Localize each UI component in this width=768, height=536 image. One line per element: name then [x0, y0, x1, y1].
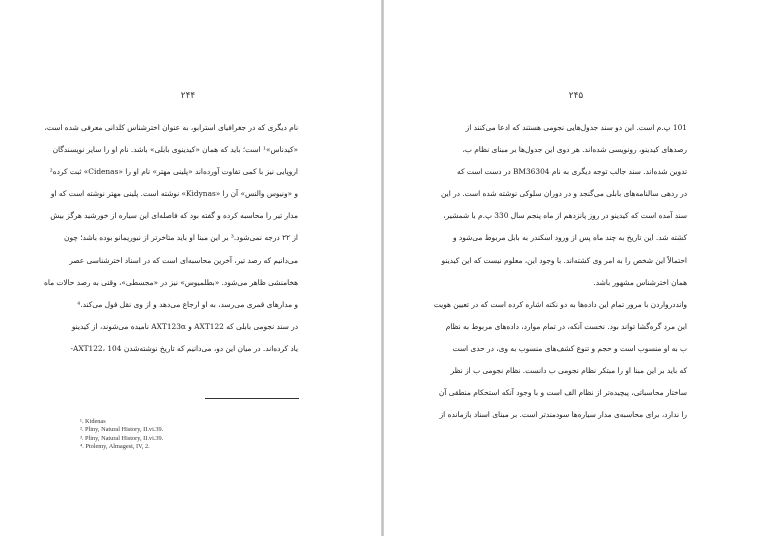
text-line: رصدهای کیدینو، رونویسی شده‌اند. هر دوی این جدول‌ها بر مبنای نظام ب،: [462, 145, 687, 155]
text-line: سند آمده است که کیدینو در روز پانزدهم از ماه پنجم سال 330 پ.م با شمشیر،: [443, 211, 687, 221]
text-line: را ندارد، برای محاسبه‌ی مدار سیاره‌ها سودمندتر است. بر مبنای اسناد بازمانده از: [439, 410, 687, 420]
left-page: [0, 0, 381, 536]
text-line: در ردهی سالنامه‌های بابلی می‌گنجد و در دوران سلوکی نوشته شده است. در این: [441, 189, 687, 199]
text-line: «کیدناس»¹ است؛ باید که همان «کیدینوی بابلی» باشد. نام او را سایر نویسندگان: [52, 145, 298, 155]
page-number: ۲۴۴: [180, 91, 196, 101]
text-line: نام دیگری که در جغرافیای استرابو، به عنوان اخترشناس کلدانی معرفی شده است،: [44, 123, 298, 132]
text-line: کشته شد. این تاریخ به چند ماه پس از ورود اسکندر به بابل مربوط می‌شود و: [452, 233, 687, 243]
text-line: می‌دانیم که رصد تیر، آخرین محاسبه‌ای است که در اسناد اخترشناسی عصر: [69, 255, 298, 265]
text-line: احتمالاً این شخص را به امر وی کشته‌اند. با وجود این، معلوم نیست که این کیدینو: [441, 255, 687, 265]
text-line: در سند نجومی بابلی که AXT122 و AXT123α نامیده می‌شوند، از کیدینو: [71, 321, 298, 331]
footnote: ⁴. Ptolemy, Almagest, IV, 2.: [80, 443, 150, 451]
text-line: 101 پ.م است. این دو سند جدول‌هایی نجومی هستند که ادعا می‌کنند از: [465, 123, 687, 132]
body-text: [43, 121, 298, 364]
text-line: این مرد گره‌گشا تواند بود. نخست آنکه، در تمام موارد، داده‌های مربوط به نظام: [445, 321, 687, 331]
page-number: ۲۴۵: [568, 91, 584, 101]
text-line: وانددرواردن با مرور تمام این داده‌ها به دو نکته اشاره کرده است که در تعیین هویت: [433, 299, 687, 309]
text-line: و «ونیوس والنس» آن را «Kidynas» نوشته است. پلینی مهتر نوشته است که او: [50, 189, 298, 199]
text-line: ساختار محاسباتی، پیچیده‌تر از نظام الف است و با وجود آنکه استحکام منطقی آن: [438, 388, 687, 398]
text-line: تدوین شده‌اند. سند جالب توجه دیگری به نام BM36304 در دست است که: [457, 167, 687, 177]
footnote-divider: [205, 398, 299, 399]
text-line: ب به او منسوب است و حجم و تنوع کشف‌های منسوب به وی، در حدی است: [452, 343, 687, 353]
text-line: مدار تیر را محاسبه کرده و گفته بود که فاصله‌ای این سیاره از خورشید هرگز بیش: [50, 211, 298, 221]
text-line: که باید بر این مبنا او را مبتکر نظام نجومی ب دانست. نظام نجومی ب از نظر: [450, 366, 687, 376]
text-line: هخامنشی ظاهر می‌شود. «بطلمیوس» نیز در «مجسطی»، وقتی به رصد حالات ماه: [43, 277, 298, 287]
text-line: از ۲۲ درجه نمی‌شود.³ بر این مبنا او باید متاخرتر از نبوریمانو بوده باشد؛ چون: [64, 233, 298, 243]
right-page: [384, 0, 768, 536]
body-text: [433, 121, 687, 430]
text-line: و مدارهای قمری می‌رسد، به او ارجاع می‌دهد و از وی نقل قول می‌کند.⁴: [77, 299, 298, 309]
text-line: یاد کرده‌اند. در میان این دو، می‌دانیم که تاریخ نوشته‌شدن AXT122، 104-: [70, 343, 298, 353]
footnote: ². Pliny, Natural History, II.vi.39.: [80, 426, 164, 434]
footnotes: [80, 418, 280, 452]
footnote: ¹. Kidenas: [80, 418, 106, 425]
text-line: اروپایی نیز با کمی تفاوت آورده‌اند «پلینی مهتر» نام او را «Cidenas» ثبت کرده²: [49, 167, 298, 177]
footnote: ³. Pliny, Natural History, II.vi.39.: [80, 434, 164, 442]
text-line: همان اخترشناس مشهور باشد.: [593, 277, 687, 287]
